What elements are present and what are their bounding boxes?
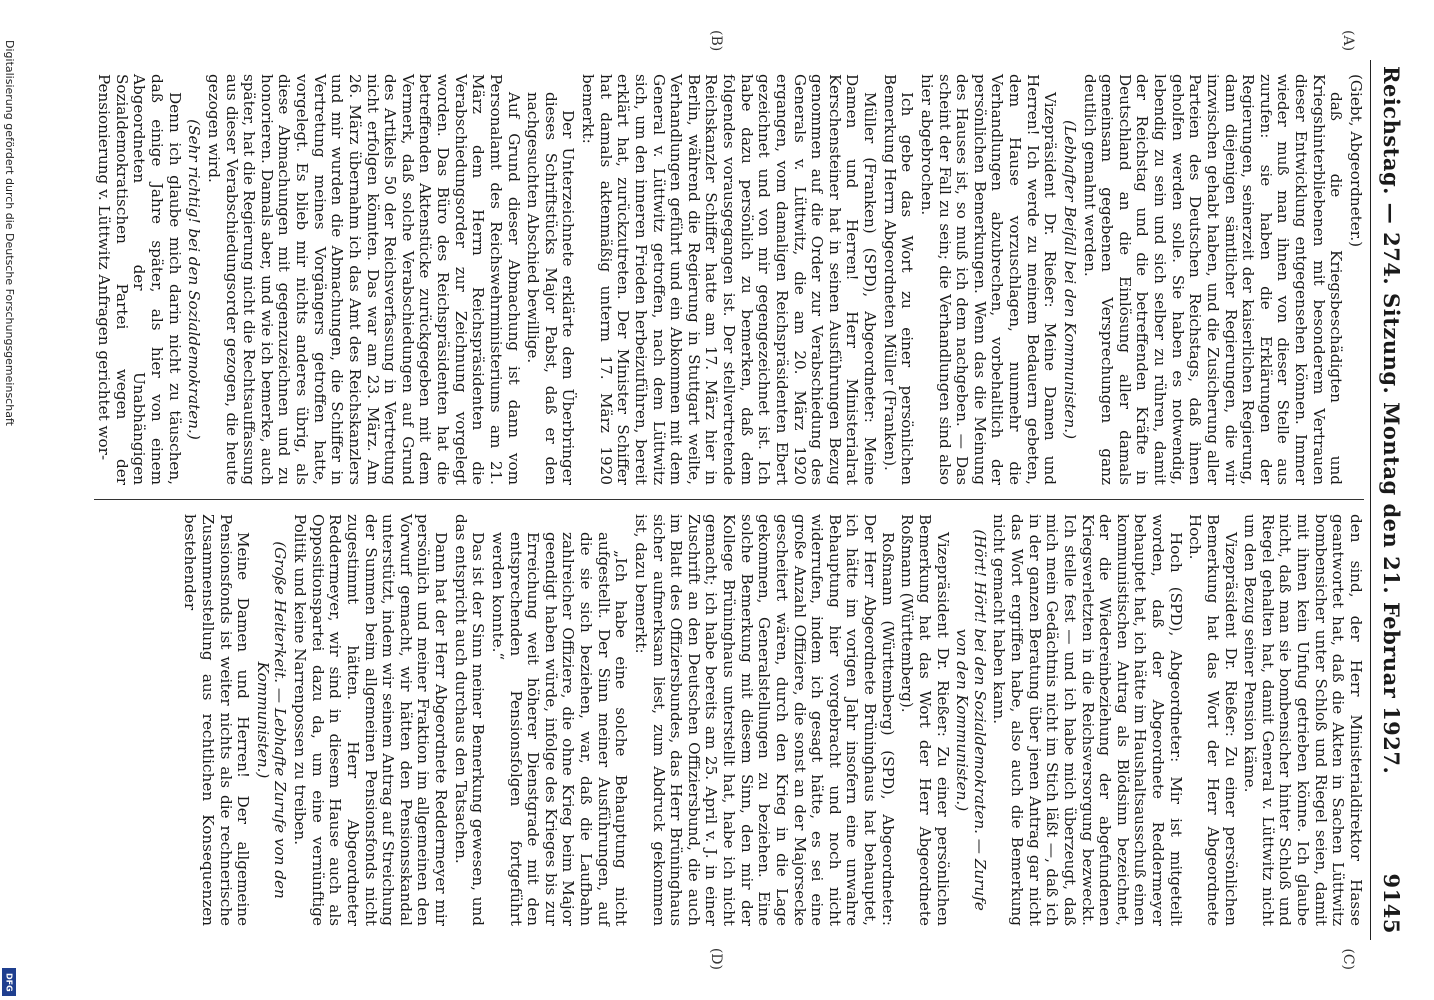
margin-marker-c: (C) (1340, 948, 1356, 970)
paragraph: den sind, der Herr Ministerialdirektor Hasse geantwortet hat, daß die Akten in Sachen Lüttwitz bombensicher unter Schloß und Riegel seien, damit mit ihnen kein Unfug getrieben könne. Ich glaube nicht, daß man sie bombensicher hinter Schloß und Riegel gehalten hat, damit General v. Lüttwitz nicht um den Bezug seiner Pension käme. (1241, 514, 1365, 926)
running-title: Reichstag. — 274. Sitzung. Montag den 21. Februar 1927. (1379, 66, 1404, 775)
paragraph: (Giebt, Abgeordneter.) (1347, 74, 1365, 248)
paragraph: Vizepräsident Dr. Rießer: Meine Damen und Herren! Ich werde zu meinem Bedauern gebeten, dem Hause vorzuschlagen, nunmehr die Verhandlungen abzubrechen, vorbehaltlich der persönlichen Bemerkungen. Wenn das die Meinung des Hauses ist, so muß ich dem nachgeben. — Das scheint der Fall zu sein; die Verhandlungen sind also hier abgebrochen. (918, 74, 1060, 485)
document-page (34, 20, 1414, 980)
text-columns (94, 30, 1365, 970)
paragraph: Denn ich glaube mich darin nicht zu täuschen, daß einige Jahre später, als hier von einem Abgeordneten der Unabhängigen Sozialdemokratischen Partei wegen der Pensionierung v. Lüttwitz Anfragen gerichtet wor- (95, 74, 184, 485)
paragraph: Das ist der Sinn meiner Bemerkung gewesen, und das entspricht auch durchaus den Tatsachen. (451, 514, 488, 926)
right-column (94, 500, 1365, 970)
paragraph: (Große Heiterkeit. — Lebhafte Zurufe von den Kommunisten.) (253, 541, 290, 899)
page-header (1370, 60, 1404, 940)
funding-note (2, 40, 16, 1000)
paragraph: Meine Damen und Herren! Der allgemeine Pensionsfonds ist weiter nichts als die rechnerische Zusammenstellung aus rechtlichen Konsequenzen bestehender (181, 514, 253, 926)
paragraph: Roßmann (Württemberg) (SPD), Abgeordneter: Der Herr Abgeordnete Brüninghaus hat behauptet, ich hätte im vorigen Jahr insofern eine unwahre Behauptung hier vorgebracht und noch nicht widerrufen, indem ich gesagt hätte, es sei eine große Anzahl Offiziere, die sonst an der Majorsecke gescheitert wären, durch den Krieg in die Lage gekommen, Generalstellungen zu beziehen. Eine solche Bemerkung mit diesem Sinn, den mir der Kollege Brüninghaus unterstellt hat, habe ich nicht gemacht; ich habe bereits am 25. April v. J. in einer Zuschrift an den Deutschen Offiziersbund, die auch im Blatt des Offiziersbundes, das Herr Brüninghaus sicher aufmerksam liest, zum Abdruck gekommen ist, dazu bemerkt: (632, 514, 897, 926)
margin-marker-d: (D) (708, 947, 724, 970)
paragraph: Vizepräsident Dr. Rießer: Zu einer persönlichen Bemerkung hat das Wort der Herr Abgeordnete Roßmann (Württemberg). (898, 514, 952, 926)
paragraph: Der Unterzeichnete erklärte dem Überbringer dieses Schriftstücks Major Pabst, daß er den nachgesuchten Abschied bewillige. (524, 92, 578, 485)
margin-marker-b: (B) (708, 30, 724, 52)
paragraph: Auf Grund dieser Abmachung ist dann vom Personalamt des Reichswehrministeriums am 21. März dem Herrn Reichspräsidenten die Verabschiedungsorder zur Zeichnung vorgelegt worden. Das Büro des Reichspräsidenten hat die betreffenden Aktenstücke zurückgegeben mit dem Vermerk, daß solche Verabschiedungen auf Grund des Artikels 50 der Reichsverfassung in Vertretung nicht erfolgen könnten. Das war am 23. März. Am 26. März übernahm ich das Amt des Reichskanzlers und mir wurden die Abmachungen, die Schiffer in Vertretung meines Vorgängers getroffen hatte, vorgelegt. Es blieb mir nichts anderes übrig, als diese Abmachungen mit gegenzuzeichnen und zu honorieren. Damals aber, und wie ich bemerke, auch später, hat die Regierung nicht die Rechtsauffassung aus dieser Verabschiedungsorder gezogen, die heute gezogen wird. (205, 74, 523, 485)
paragraph: (Sehr richtig! bei den Sozialdemokraten.) (185, 119, 204, 440)
dfg-logo: DFG (2, 968, 16, 996)
paragraph: Müller (Franken) (SPD), Abgeordneter: Meine Damen und Herren! Herr Ministerialrat Kerschensteiner hat in seinen Ausführungen Bezug genommen auf die Order zur Verabschiedung des Generals v. Lüttwitz, die am 20. März 1920 ergangen, vom damaligen Reichspräsidenten Ebert gezeichnet und von mir gegengezeichnet ist. Ich habe dazu persönlich zu bemerken, daß dem folgendes vorausgegangen ist. Der stellvertretende Reichskanzler Schiffer hatte am 17. März hier in Berlin, während die Regierung in Stuttgart weilte, Verhandlungen geführt und ein Abkommen mit dem General v. Lüttwitz getroffen, nach dem Lüttwitz sich, um den inneren Frieden herbeizuführen, bereit erklärt hat, zurückzutreten. Der Minister Schiffer hat damals aktenmäßig unterm 17. März 1920 bemerkt: (579, 74, 880, 485)
funding-note-text: Digitalisierung gefördert durch die Deutsche Forschungsgemeinschaft (3, 40, 16, 426)
paragraph: „Ich habe eine solche Behauptung nicht aufgestellt. Der Sinn meiner Ausführungen, auf die sie sich beziehen, war, daß die Laufbahn zahlreicher Offiziere, die ohne Krieg beim Major geendigt haben würde, infolge des Krieges bis zur Erreichung weit höherer Dienstgrade mit den entsprechenden Pensionsfolgen fortgeführt werden konnte.“ (489, 532, 631, 926)
page-number: 9145 (1379, 873, 1404, 934)
paragraph: (Lebhafter Beifall bei den Kommunisten.) (1061, 119, 1079, 440)
paragraph: Hoch (SPD), Abgeordneter: Mir ist mitgeteilt worden, daß der Abgeordnete Reddermeyer behauptet hat, ich hätte im Haushaltsausschuß einen kommunistischen Antrag als Blödsinn bezeichnet, der die Wiedereinbeziehung der abgefundenen Kriegsverletzten in die Reichsversorgung bezweckt. Ich stelle fest — und ich habe mich überzeugt, daß mich mein Gedächtnis nicht im Stich läßt —, daß ich in der ganzen Beratung über jenen Antrag gar nicht das Wort ergriffen habe, also auch die Bemerkung nicht gemacht haben kann. (990, 514, 1185, 926)
paragraph: daß die Kriegsbeschädigten und Kriegshinterbliebenen mit besonderem Vertrauen dieser Entwicklung entgegensehen können. Immer wieder muß man ihnen von dieser Stelle aus zurufen: sie haben die Erklärungen der Regierungen, seinerzeit der kaiserlichen Regierung, dann diejenigen sämtlicher Regierungen, die wir inzwischen gehabt haben, und die Zusicherung aller Parteien des Deutschen Reichstags, daß ihnen geholfen werden solle. Sie haben es notwendig, lebendig zu sein und sich selber zu rühren, damit der Reichstag und die betreffenden Kräfte in Deutschland an die Einlösung aller damals gemeinsam gegebenen Versprechungen ganz deutlich gemahnt werden. (1080, 74, 1346, 485)
left-column (94, 30, 1365, 500)
paragraph: (Hört! Hört! bei den Sozialdemokraten. — Zurufe von den Kommunisten.) (953, 529, 989, 911)
paragraph: Ich gebe das Wort zu einer persönlichen Bemerkung Herrn Abgeordneten Müller (Franken). (880, 74, 917, 485)
margin-marker-a: (A) (1340, 30, 1356, 52)
paragraph: Dann hat der Herr Abgeordnete Reddermeyer mir persönlich und meiner Fraktion im allgemeinen den Vorwurf gemacht, wir hätten den Pensionsskandal unterstützt, indem wir seinem Antrag auf Streichung der Summen beim allgemeinen Pensionsfonds nicht zugestimmt hätten. Herr Abgeordneter Reddermeyer, wir sind in diesem Hause auch als Oppositionspartei dazu da, um eine vernünftige Politik und keine Narrenpossen zu treiben. (291, 514, 451, 926)
paragraph: Vizepräsident Dr. Rießer: Zu einer persönlichen Bemerkung hat das Wort der Herr Abgeordnete Hoch. (1186, 514, 1240, 926)
